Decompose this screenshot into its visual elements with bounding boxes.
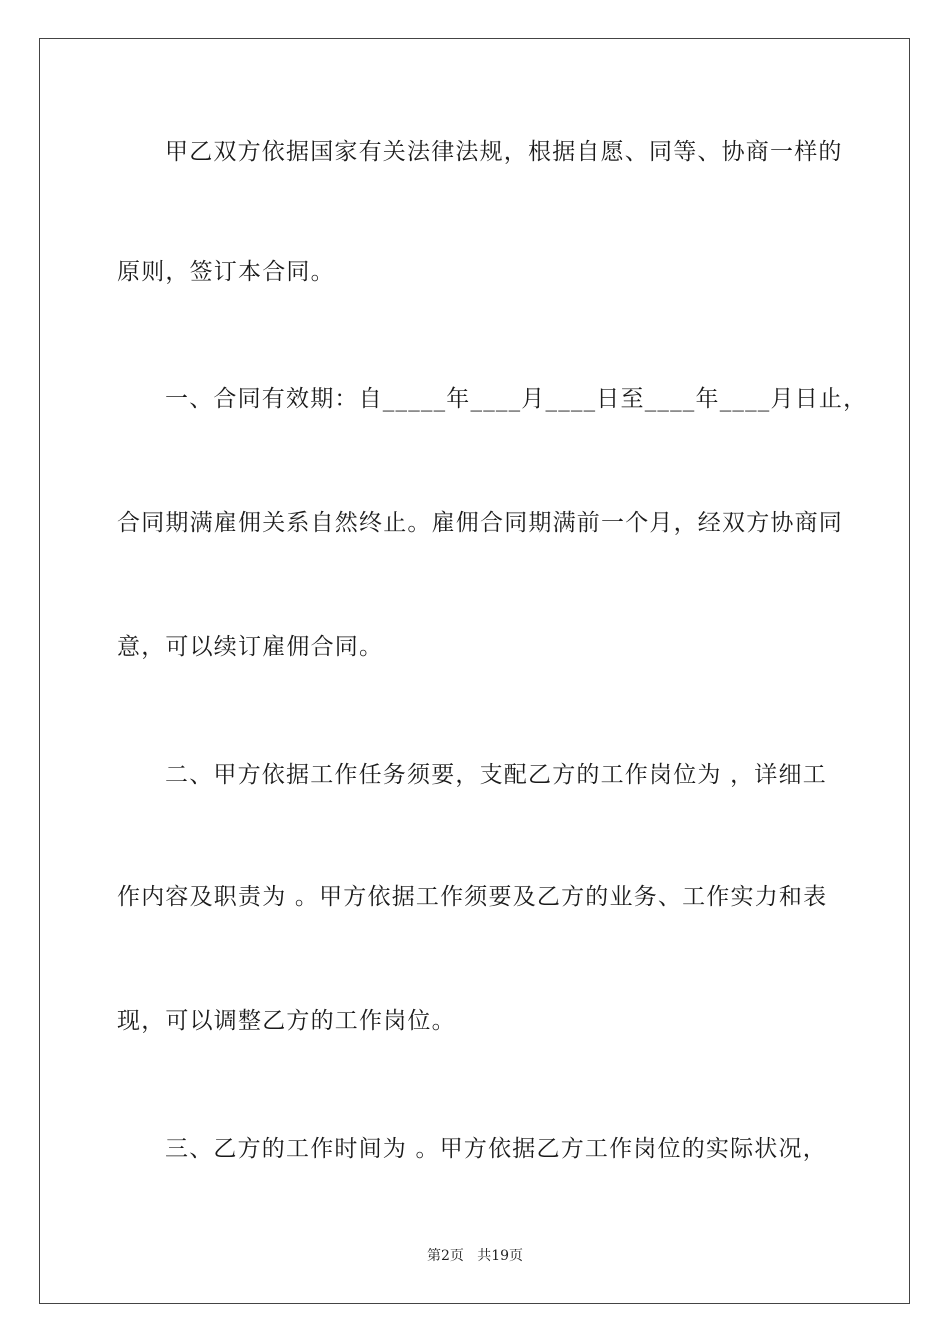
- page-number-footer: 第2页 共19页: [426, 1248, 524, 1264]
- clause-2-line-1: 二、甲方依据工作任务须要，支配乙方的工作岗位为 ，详细工: [165, 762, 827, 788]
- clause-1-line-1: 一、合同有效期：自_____年____月____日至____年____月日止，: [165, 386, 868, 412]
- clause-2-line-2: 作内容及职责为 。甲方依据工作须要及乙方的业务、工作实力和表: [117, 884, 828, 910]
- paragraph-intro-line-1: 甲乙双方依据国家有关法律法规，根据自愿、同等、协商一样的: [165, 139, 843, 165]
- clause-1-line-2: 合同期满雇佣关系自然终止。雇佣合同期满前一个月，经双方协商同: [117, 510, 843, 536]
- page-frame: [39, 38, 910, 1304]
- paragraph-intro-line-2: 原则，签订本合同。: [117, 259, 335, 285]
- clause-3-line-1: 三、乙方的工作时间为 。甲方依据乙方工作岗位的实际状况，: [165, 1136, 827, 1162]
- clause-2-line-3: 现，可以调整乙方的工作岗位。: [117, 1008, 456, 1034]
- clause-1-line-3: 意，可以续订雇佣合同。: [117, 634, 384, 660]
